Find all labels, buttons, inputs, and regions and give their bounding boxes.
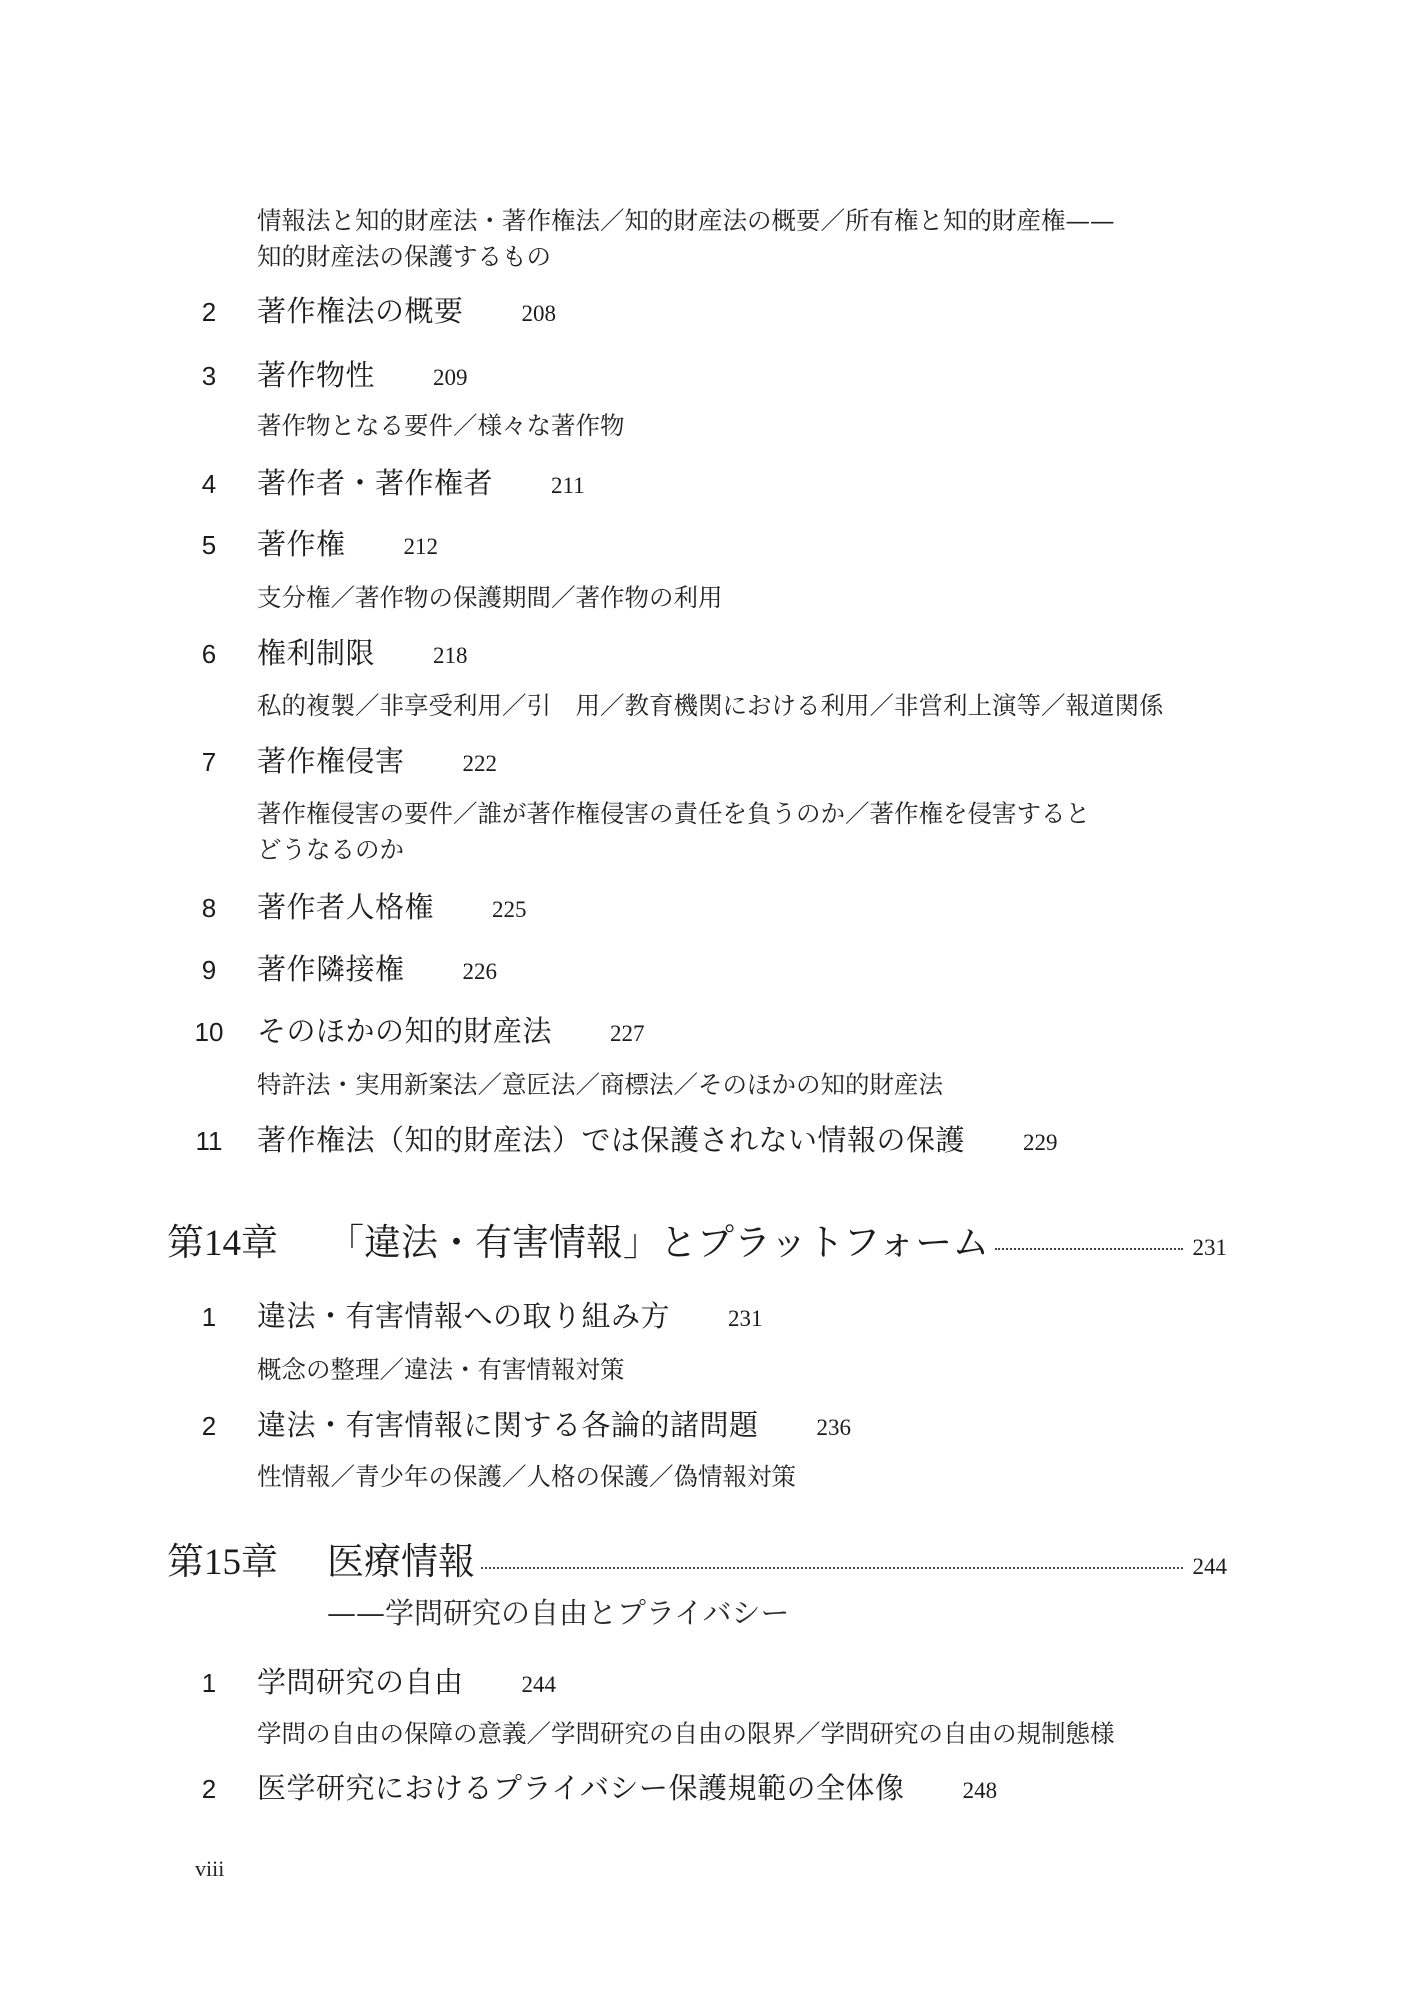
chapter-title: 「違法・有害情報」とプラットフォーム (327, 1221, 990, 1264)
toc-section-row (187, 524, 438, 564)
section-number: 10 (194, 1017, 224, 1047)
section-number: 1 (201, 1302, 217, 1332)
section-title: 医学研究におけるプライバシー保護規範の全体像 (257, 1771, 905, 1805)
chapter-label: 第15章 (167, 1542, 278, 1583)
chapter-heading (167, 1217, 1227, 1269)
toc-section-row (187, 463, 585, 503)
toc-subtopics-line: 特許法・実用新案法／意匠法／商標法／そのほかの知的財産法 (257, 1070, 943, 1099)
section-number: 4 (201, 469, 217, 499)
section-title: 著作権法の概要 (257, 294, 464, 328)
toc-subtopics-line: 情報法と知的財産法・著作権法／知的財産法の概要／所有権と知的財産権—— (257, 206, 1115, 235)
toc-section-row (187, 1296, 763, 1336)
section-title: 著作隣接権 (257, 952, 405, 986)
section-number: 1 (201, 1668, 217, 1698)
toc-subtopics-line: 概念の整理／違法・有害情報対策 (257, 1355, 625, 1384)
section-number: 11 (195, 1126, 223, 1156)
toc-section-row (187, 1011, 645, 1051)
section-page-number: 211 (551, 473, 585, 498)
toc-section-row (187, 741, 497, 781)
toc-subtopics-line: 性情報／青少年の保護／人格の保護／偽情報対策 (257, 1462, 796, 1491)
section-title: 著作権 (257, 527, 346, 561)
toc-section-row (187, 1405, 851, 1445)
section-page-number: 244 (521, 1672, 557, 1697)
section-title: 学問研究の自由 (257, 1665, 464, 1699)
section-page-number: 212 (403, 534, 439, 559)
toc-subtopics-line: 私的複製／非享受利用／引 用／教育機関における利用／非営利上演等／報道関係 (257, 691, 1164, 720)
section-title: 著作者人格権 (257, 890, 435, 924)
toc-subtopics-line: 支分権／著作物の保護期間／著作物の利用 (257, 583, 723, 612)
toc-subtopics-line: 知的財産法の保護するもの (257, 242, 551, 271)
section-page-number: 236 (816, 1415, 852, 1440)
section-number: 5 (201, 530, 217, 560)
section-title: 著作物性 (257, 358, 376, 392)
chapter-page-number: 244 (1192, 1554, 1227, 1579)
section-number: 2 (201, 1411, 217, 1441)
toc-section-row (187, 1120, 1058, 1160)
chapter-subtitle: ——学問研究の自由とプライバシー (327, 1596, 790, 1630)
toc-section-row (187, 1768, 997, 1808)
section-page-number: 225 (492, 897, 527, 922)
toc-section-row (187, 355, 468, 395)
toc-section-row (187, 633, 468, 673)
section-page-number: 227 (610, 1021, 645, 1046)
section-page-number: 226 (462, 959, 498, 984)
toc-subtopics-line: 著作権侵害の要件／誰が著作権侵害の責任を負うのか／著作権を侵害すると (257, 799, 1090, 828)
chapter-heading (167, 1536, 1227, 1588)
chapter-title: 医療情報 (327, 1540, 475, 1583)
section-page-number: 222 (462, 751, 498, 776)
dot-leader (995, 1248, 1182, 1250)
section-page-number: 229 (1023, 1130, 1058, 1155)
section-number: 3 (201, 361, 217, 391)
section-number: 8 (201, 893, 217, 923)
section-number: 9 (201, 955, 217, 985)
toc-section-row (187, 949, 497, 989)
section-title: 権利制限 (257, 636, 376, 670)
section-number: 6 (201, 639, 217, 669)
section-title: 著作者・著作権者 (257, 466, 494, 500)
section-title: 著作権侵害 (257, 744, 405, 778)
toc-section-row (187, 291, 556, 331)
section-page-number: 248 (962, 1778, 998, 1803)
section-number: 2 (201, 297, 217, 327)
chapter-page-number: 231 (1192, 1235, 1227, 1260)
toc-section-row (187, 887, 527, 927)
section-number: 7 (201, 747, 217, 777)
dot-leader (481, 1567, 1183, 1569)
section-page-number: 218 (433, 643, 468, 668)
toc-subtopics-line: 著作物となる要件／様々な著作物 (257, 411, 625, 440)
chapter-label: 第14章 (167, 1223, 278, 1264)
section-page-number: 209 (433, 365, 468, 390)
toc-subtopics-line: 学問の自由の保障の意義／学問研究の自由の限界／学問研究の自由の規制態様 (257, 1719, 1115, 1748)
section-title: 著作権法（知的財産法）では保護されない情報の保護 (257, 1123, 966, 1157)
section-title: そのほかの知的財産法 (257, 1014, 553, 1048)
section-number: 2 (201, 1774, 217, 1804)
page-folio: viii (195, 1856, 225, 1881)
section-title: 違法・有害情報への取り組み方 (257, 1299, 671, 1333)
section-title: 違法・有害情報に関する各論的諸問題 (257, 1408, 759, 1442)
section-page-number: 208 (521, 301, 557, 326)
section-page-number: 231 (728, 1306, 763, 1331)
toc-subtopics-line: どうなるのか (257, 835, 404, 864)
toc-section-row (187, 1662, 556, 1702)
